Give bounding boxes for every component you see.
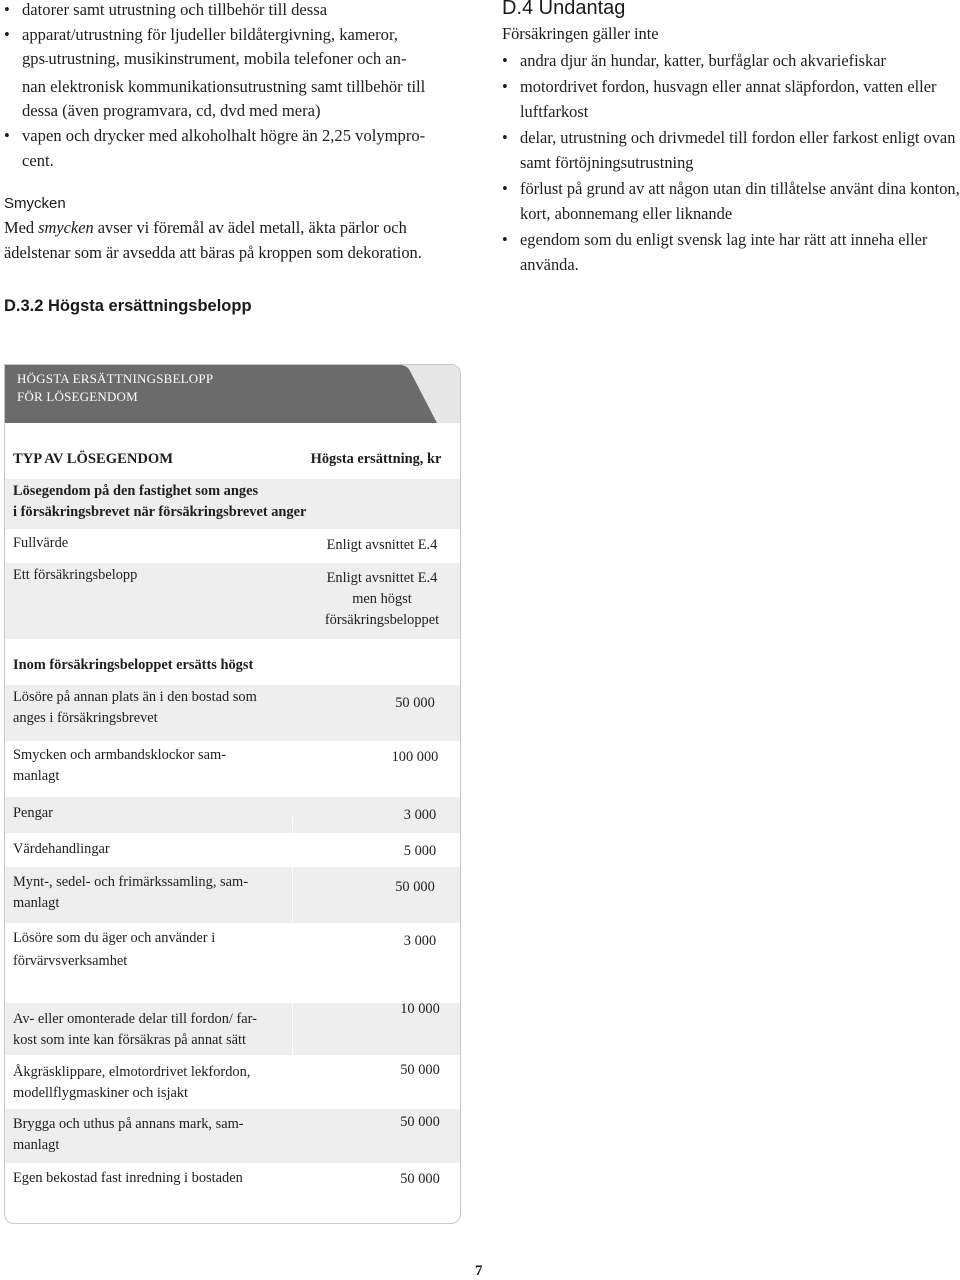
table-row: Fullvärde Enligt avsnittet E.4: [13, 535, 438, 553]
smycken-heading: Smycken: [4, 195, 66, 213]
group2-heading: Inom försäkringsbeloppet ersätts högst: [13, 657, 254, 673]
table-row: Smycken och armbandsklockor sam- manlagt 100 000: [13, 747, 439, 784]
table-group-heading: [5, 479, 461, 529]
column-type-label: TYP AV LÖSEGENDOM: [13, 451, 174, 467]
table-row: Ett försäkringsbelopp Enligt avsnittet E.4 men högst försäkringsbeloppet: [5, 563, 461, 639]
column-separator: [292, 1003, 293, 1055]
group1-heading-line2: i försäkringsbrevet när försäkringsbrevet anger: [13, 504, 307, 520]
list-item: • delar, utrustning och drivmedel till fordon eller farkost enligt ovan samt förtöjningsutrustning: [502, 125, 960, 175]
list-item: • förlust på grund av att någon utan din tillåtelse använt dina konton, kort, abonnemang eller liknande: [502, 176, 960, 226]
table-row: Lösöre på annan plats än i den bostad som anges i försäkringsbrevet 50 000: [5, 685, 461, 741]
table-row: Lösöre som du äger och använder i förvärvsverksamhet 3 000: [13, 930, 437, 969]
list-item: • andra djur än hundar, katter, burfåglar och akvariefiskar: [502, 48, 960, 73]
column-separator: [292, 867, 293, 923]
list-item: • datorer samt utrustning och tillbehör till dessa: [4, 0, 474, 23]
right-bullet-list: [502, 48, 960, 277]
list-item: • egendom som du enligt svensk lag inte har rätt att inneha eller använda.: [502, 227, 960, 277]
left-bullet-list: [4, 0, 474, 173]
table-row: Pengar 3 000: [5, 797, 461, 833]
column-separator: [292, 817, 293, 833]
list-item: • vapen och drycker med alkoholhalt högre än 2,25 volympro- cent.: [4, 124, 474, 173]
table-row: Brygga och uthus på annans mark, sam- manlagt 50 000: [5, 1109, 461, 1163]
list-item: • motordrivet fordon, husvagn eller annat släpfordon, vatten eller luftfarkost: [502, 74, 960, 124]
smycken-paragraph: Med smycken avser vi föremål av ädel metall, äkta pärlor och ädelstenar som är avsedda att bäras på kroppen som dekoration.: [4, 218, 422, 262]
table-row: Åkgräsklippare, elmotordrivet lekfordon, modellflygmaskiner och isjakt 50 000: [13, 1062, 440, 1101]
left-column: [4, 0, 474, 265]
table-title-tab: [5, 365, 461, 423]
table-row: Av- eller omonterade delar till fordon/ far- kost som inte kan försäkras på annat sätt 10 000: [5, 1003, 461, 1055]
section-heading-d32: D.3.2 Högsta ersättningsbelopp: [4, 297, 252, 315]
table-row: Värdehandlingar 5 000: [13, 841, 437, 859]
table-row: Mynt-, sedel- och frimärkssamling, sam- manlagt 50 000: [5, 867, 461, 923]
page-number: 7: [475, 1263, 483, 1279]
list-item: • apparat/utrustning för ljudeller bildåtergivning, kameror, gps-utrustning, musikinstrument, mobila telefoner och an- nan elektronisk kommunikationsutrustning samt tillbehör till dessa (även programvara, cd, dvd med mera): [4, 23, 474, 124]
right-column: [502, 0, 960, 278]
d4-intro: Försäkringen gäller inte: [502, 24, 659, 43]
table-row: Egen bekostad fast inredning i bostaden 50 000: [13, 1170, 440, 1187]
table-group-heading: [5, 639, 461, 685]
section-heading-d4: D.4 Undantag: [502, 0, 626, 19]
column-max-label: Högsta ersättning, kr: [310, 451, 442, 467]
compensation-table: [4, 364, 461, 1224]
table-title: HÖGSTA ERSÄTTNINGSBELOPP FÖR LÖSEGENDOM: [17, 371, 214, 404]
table-column-header: [5, 423, 461, 479]
group1-heading-line1: Lösegendom på den fastighet som anges: [13, 483, 259, 499]
